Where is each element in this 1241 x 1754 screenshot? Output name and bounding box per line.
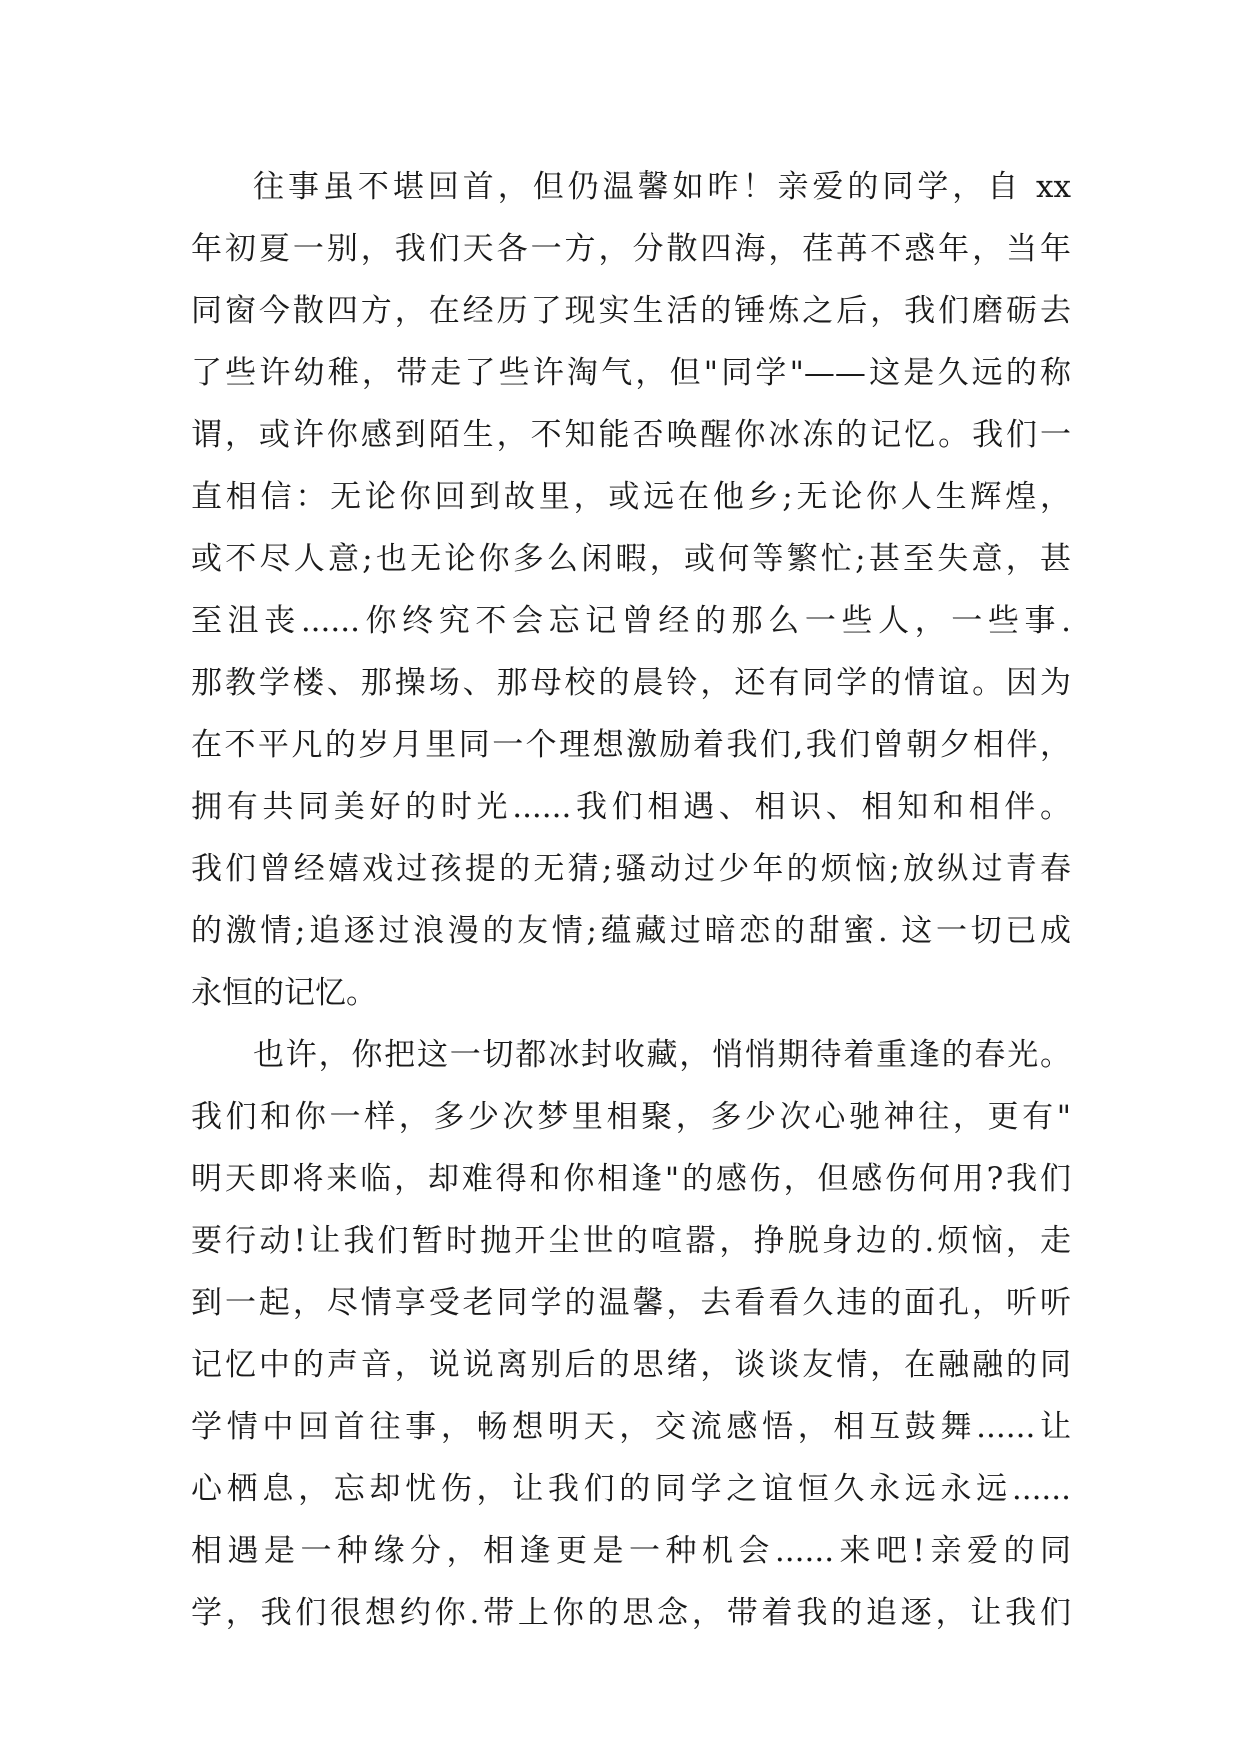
text-line: 年初夏一别，我们天各一方，分散四海，荏苒不惑年，当年 <box>191 231 1071 267</box>
paragraph-1 <box>191 156 1071 1024</box>
text-line: 心栖息，忘却忧伤，让我们的同学之谊恒久永远永远...... <box>191 1471 1071 1507</box>
text-line: 也许，你把这一切都冰封收藏，悄悄期待着重逢的春光。 <box>253 1037 1071 1073</box>
text-line: 直相信：无论你回到故里，或远在他乡;无论你人生辉煌， <box>191 479 1071 515</box>
text-line: 谓，或许你感到陌生，不知能否唤醒你冰冻的记忆。我们一 <box>191 417 1071 453</box>
text-line: 明天即将来临，却难得和你相逢"的感伤，但感伤何用?我们 <box>191 1161 1071 1197</box>
text-line: 往事虽不堪回首，但仍温馨如昨！亲爱的同学，自 xx <box>253 169 1071 205</box>
text-line: 的激情;追逐过浪漫的友情;蕴藏过暗恋的甜蜜. 这一切已成 <box>191 913 1071 949</box>
document-body <box>191 156 1071 1644</box>
text-line: 我们和你一样，多少次梦里相聚，多少次心驰神往，更有" <box>191 1099 1071 1135</box>
text-line: 相遇是一种缘分，相逢更是一种机会......来吧!亲爱的同 <box>191 1533 1071 1569</box>
paragraph-2 <box>191 1024 1071 1644</box>
text-line: 那教学楼、那操场、那母校的晨铃，还有同学的情谊。因为 <box>191 665 1071 701</box>
text-line: 记忆中的声音，说说离别后的思绪，谈谈友情，在融融的同 <box>191 1347 1071 1383</box>
text-line: 拥有共同美好的时光......我们相遇、相识、相知和相伴。 <box>191 789 1071 825</box>
text-line: 要行动!让我们暂时抛开尘世的喧嚣，挣脱身边的.烦恼，走 <box>191 1223 1071 1259</box>
text-line: 学情中回首往事，畅想明天，交流感悟，相互鼓舞......让 <box>191 1409 1071 1445</box>
text-line: 我们曾经嬉戏过孩提的无猜;骚动过少年的烦恼;放纵过青春 <box>191 851 1071 887</box>
text-line: 同窗今散四方，在经历了现实生活的锤炼之后，我们磨砺去 <box>191 293 1071 329</box>
text-line: 至沮丧......你终究不会忘记曾经的那么一些人，一些事. <box>191 603 1071 639</box>
text-line: 了些许幼稚，带走了些许淘气，但"同学"——这是久远的称 <box>191 355 1071 391</box>
text-line: 永恒的记忆。 <box>191 975 377 1011</box>
text-line: 到一起，尽情享受老同学的温馨，去看看久违的面孔，听听 <box>191 1285 1071 1321</box>
text-line: 或不尽人意;也无论你多么闲暇，或何等繁忙;甚至失意，甚 <box>191 541 1071 577</box>
text-line: 在不平凡的岁月里同一个理想激励着我们,我们曾朝夕相伴， <box>191 727 1071 763</box>
text-line: 学，我们很想约你.带上你的思念，带着我的追逐，让我们 <box>191 1595 1071 1631</box>
